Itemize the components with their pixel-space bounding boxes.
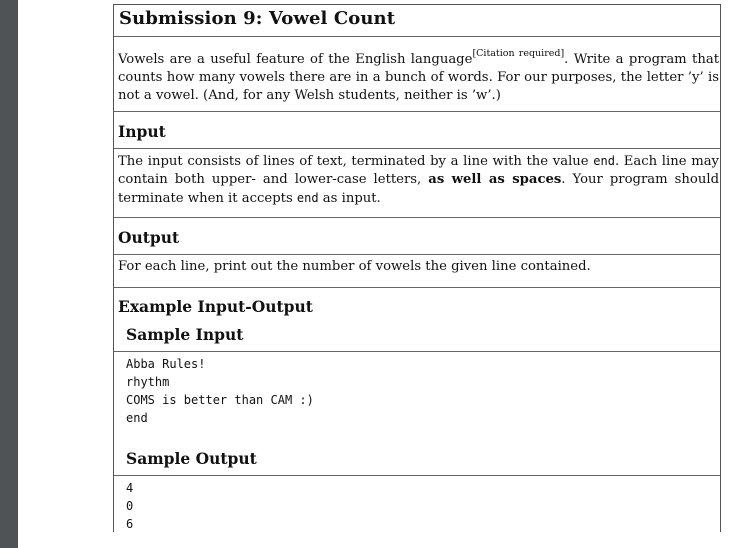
section-divider (114, 217, 720, 218)
section-divider (114, 351, 720, 352)
title-divider (114, 36, 720, 37)
inline-code: end (593, 154, 615, 168)
section-divider (114, 148, 720, 149)
citation-superscript: [Citation required] (472, 48, 565, 59)
left-sidebar (0, 0, 18, 548)
code-line: rhythm (126, 375, 170, 389)
code-line: 6 (126, 517, 134, 531)
section-divider (114, 254, 720, 255)
output-description: For each line, print out the number of vowels the given line contained. (118, 259, 591, 274)
input-heading: Input (118, 122, 166, 141)
sample-input-heading: Sample Input (126, 325, 244, 344)
input-description: The input consists of lines of text, terminated by a line with the value end. Each line may contain both upper- and lower-case letters, as well as spaces. Your program should terminate when it accepts end as input. (118, 154, 720, 206)
section-divider (114, 287, 720, 288)
sample-input-block (126, 355, 314, 427)
emphasis-text: as well as spaces (428, 172, 562, 187)
problem-page (113, 4, 721, 532)
section-divider (114, 111, 720, 112)
example-heading: Example Input-Output (118, 297, 313, 316)
output-heading: Output (118, 228, 180, 247)
code-line: 0 (126, 499, 134, 513)
code-line: 4 (126, 481, 134, 495)
page-title: Submission 9: Vowel Count (119, 8, 396, 29)
intro-paragraph: Vowels are a useful feature of the English language[Citation required]. Write a program that counts how many vowels there are in a bunch of words. For our purposes, the letter ’y’ is not a vowel. (And, for any Welsh students, neither is ’w’.) (118, 48, 719, 103)
code-line: COMS is better than CAM :) (126, 393, 314, 407)
sample-output-heading: Sample Output (126, 449, 257, 468)
sample-output-block (126, 479, 133, 533)
code-line: end (126, 411, 148, 425)
section-divider (114, 475, 720, 476)
code-line: Abba Rules! (126, 357, 206, 371)
inline-code: end (296, 191, 319, 205)
